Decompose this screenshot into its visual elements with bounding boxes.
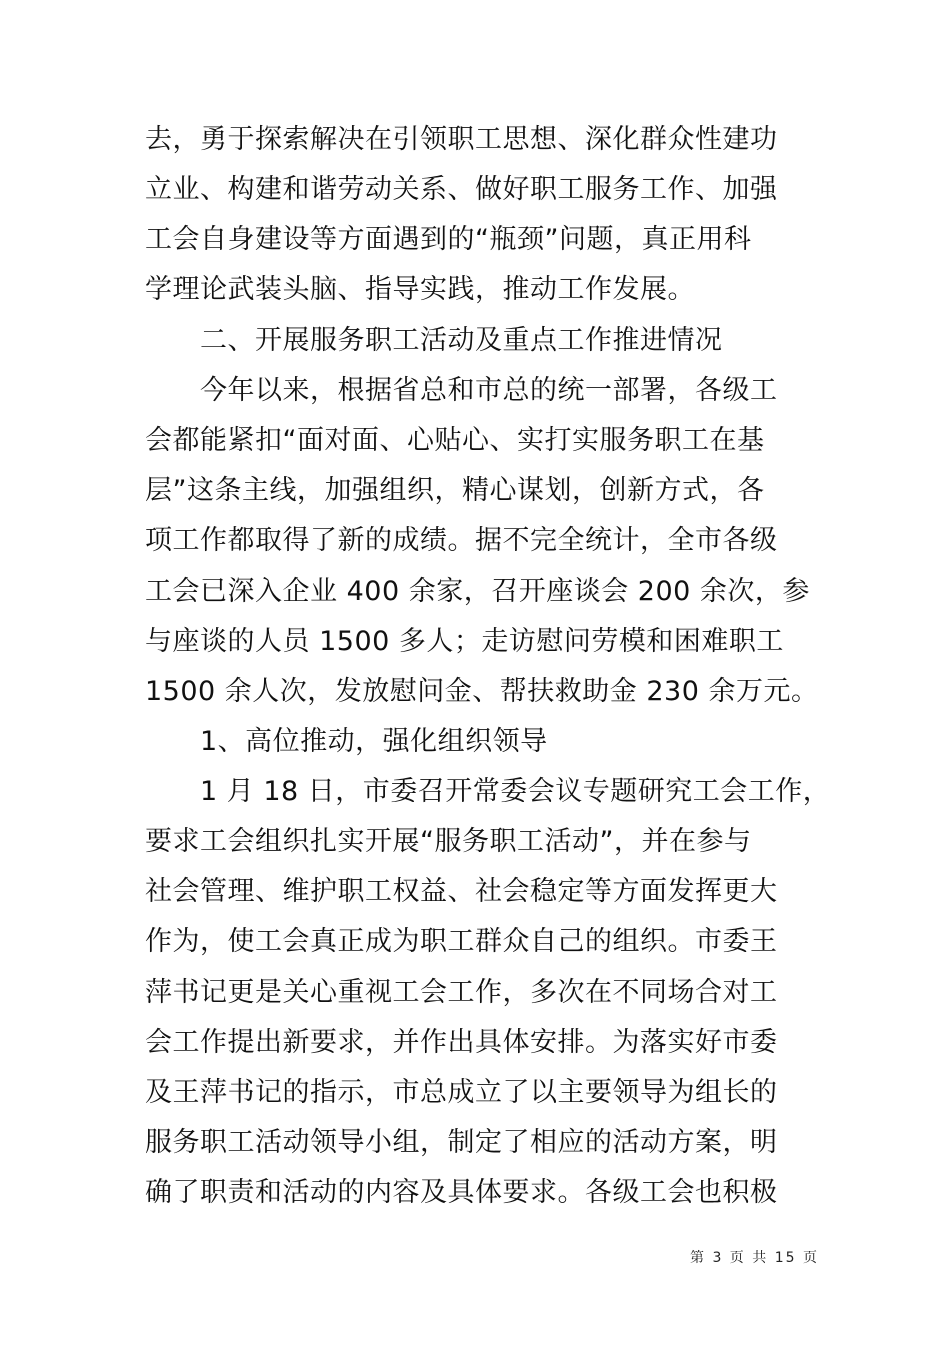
body-text-line: 项工作都取得了新的成绩。据不完全统计，全市各级	[145, 525, 778, 556]
body-text-line: 1 月 18 日，市委召开常委会议专题研究工会工作，	[145, 776, 831, 807]
body-text-line: 萍书记更是关心重视工会工作，多次在不同场合对工	[145, 977, 778, 1008]
body-text-line: 去，勇于探索解决在引领职工思想、深化群众性建功	[145, 124, 778, 155]
body-text-line: 会都能紧扣“面对面、心贴心、实打实服务职工在基	[145, 425, 765, 456]
body-text-line: 要求工会组织扎实开展“服务职工活动”，并在参与	[145, 826, 752, 857]
subsection-heading: 1、高位推动，强化组织领导	[145, 726, 548, 757]
body-text-line: 1500 余人次，发放慰问金、帮扶救助金 230 余万元。	[145, 676, 819, 707]
body-text-line: 立业、构建和谐劳动关系、做好职工服务工作、加强	[145, 174, 778, 205]
page-number-footer: 第 3 页 共 15 页	[690, 1250, 819, 1266]
body-text-line: 服务职工活动领导小组，制定了相应的活动方案，明	[145, 1127, 778, 1158]
section-heading: 二、开展服务职工活动及重点工作推进情况	[145, 325, 723, 356]
body-text-line: 工会自身建设等方面遇到的“瓶颈”问题，真正用科	[145, 224, 752, 255]
body-text-line: 今年以来，根据省总和市总的统一部署，各级工	[145, 375, 778, 406]
body-text-line: 社会管理、维护职工权益、社会稳定等方面发挥更大	[145, 876, 778, 907]
body-text-line: 工会已深入企业 400 余家，召开座谈会 200 余次，参	[145, 576, 810, 607]
body-text-line: 确了职责和活动的内容及具体要求。各级工会也积极	[145, 1177, 778, 1208]
body-text-line: 与座谈的人员 1500 多人；走访慰问劳模和困难职工	[145, 626, 784, 657]
body-text-line: 会工作提出新要求，并作出具体安排。为落实好市委	[145, 1027, 778, 1058]
body-text-line: 学理论武装头脑、指导实践，推动工作发展。	[145, 274, 695, 305]
body-text-line: 层”这条主线，加强组织，精心谋划，创新方式，各	[145, 475, 765, 506]
body-text-line: 及王萍书记的指示，市总成立了以主要领导为组长的	[145, 1077, 778, 1108]
body-text-line: 作为，使工会真正成为职工群众自己的组织。市委王	[145, 926, 778, 957]
